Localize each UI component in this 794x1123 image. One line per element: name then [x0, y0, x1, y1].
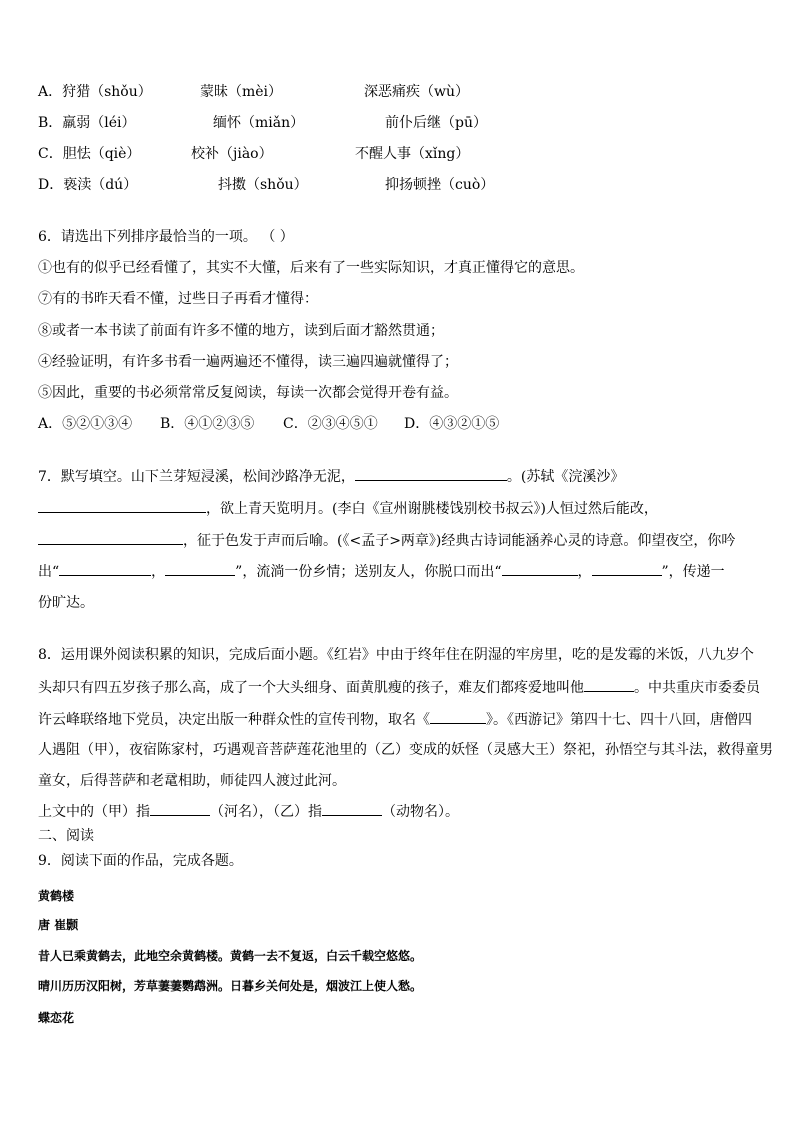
q7-text: ”，传递一	[661, 564, 725, 580]
q7-blank-3[interactable]	[38, 530, 183, 545]
poem-line: 晴川历历汉阳树，芳草萋萋鹦鹉洲。日暮乡关何处是，烟波江上使人愁。	[38, 979, 423, 993]
q8-blank-1[interactable]	[584, 677, 634, 692]
q8-blank-2[interactable]	[430, 709, 486, 724]
q5-option-a-2: 蒙昧（mèi）	[200, 84, 283, 100]
q7-blank-7[interactable]	[592, 561, 662, 576]
q6-item: ⑧或者一本书读了前面有许多不懂的地方，读到后面才豁然贯通；	[38, 323, 444, 339]
q8-blank-3[interactable]	[150, 801, 210, 816]
q8-line-4: 人遇阻（甲），夜宿陈家村，巧遇观音菩萨莲花池里的（乙）变成的妖怪（灵感大王）祭祀，孙悟空与其斗法，救得童男	[38, 742, 773, 758]
q8-line-6	[38, 801, 459, 822]
q6-option-c: C．②③④⑤①	[283, 416, 378, 432]
q5-option-a-1: A．狩猎（shǒu）	[38, 84, 152, 100]
q6-item: ⑤因此，重要的书必须常常反复阅读，每读一次都会觉得开卷有益。	[38, 385, 458, 401]
q5-option-a-3: 深恶痛疾（wù）	[364, 84, 469, 100]
q5-option-c-2: 校补（jiào）	[191, 146, 273, 162]
q8-text: （动物名）。	[382, 804, 459, 820]
poem-line: 昔人已乘黄鹤去，此地空余黄鹤楼。黄鹤一去不复返，白云千载空悠悠。	[38, 949, 423, 963]
q5-option-c-1: C．胆怯（qiè）	[38, 146, 141, 162]
q5-option-b-1: B．羸弱（léi）	[38, 115, 136, 131]
q6-option-a: A．⑤②①③④	[38, 416, 133, 432]
q7-text: 7．默写填空。山下兰芽短浸溪，松间沙路净无泥，	[38, 469, 355, 485]
q8-text: 头却只有四五岁孩子那么高，成了一个大头细身、面黄肌瘦的孩子，难友们都疼爱地叫他	[38, 680, 584, 696]
q7-text: ，	[151, 564, 166, 580]
q7-line-4	[38, 561, 725, 582]
q5-option-d-2: 抖擞（shǒu）	[218, 177, 308, 193]
q8-text: 上文中的（甲）指	[38, 804, 150, 820]
q5-option-b-3: 前仆后继（pū）	[385, 115, 487, 131]
q7-line-2	[38, 498, 658, 519]
q7-text: ”，流淌一份乡情；送别友人，你脱口而出“	[235, 564, 502, 580]
next-poem-title: 蝶恋花	[38, 1011, 75, 1025]
q8-line-3	[38, 709, 752, 730]
q5-option-d-3: 抑扬顿挫（cuò）	[385, 177, 495, 193]
q9-title: 9．阅读下面的作品，完成各题。	[38, 853, 243, 869]
q7-blank-2[interactable]	[38, 498, 206, 513]
q6-title: 6．请选出下列排序最恰当的一项。 （ ）	[38, 229, 294, 245]
q6-item: ④经验证明，有许多书看一遍两遍还不懂得，读三遍四遍就懂得了；	[38, 354, 458, 370]
q8-blank-4[interactable]	[322, 801, 382, 816]
q7-text: ，征于色发于声而后喻。(《<孟子>两章》)经典古诗词能涵养心灵的诗意。仰望夜空，你吟	[183, 533, 736, 549]
poem-title: 黄鹤楼	[38, 889, 75, 903]
q7-blank-4[interactable]	[59, 561, 151, 576]
q8-text: 。中共重庆市委委员	[634, 680, 760, 696]
q7-line-3	[38, 530, 735, 551]
q7-blank-6[interactable]	[502, 561, 578, 576]
q6-item: ⑦有的书昨天看不懂，过些日子再看才懂得：	[38, 291, 318, 307]
q6-option-b: B．④①②③⑤	[160, 416, 255, 432]
q7-line-1	[38, 466, 624, 487]
q6-item: ①也有的似乎已经看懂了，其实不大懂，后来有了一些实际知识，才真正懂得它的意思。	[38, 260, 584, 276]
q7-text: 。(苏轼《浣溪沙》	[506, 469, 625, 485]
q6-option-d: D．④③②①⑤	[404, 416, 500, 432]
q7-text: ，欲上青天览明月。(李白《宣州谢朓楼饯别校书叔云》)人恒过然后能改，	[206, 501, 658, 517]
section-heading: 二、阅读	[38, 828, 94, 844]
q7-text: ，	[577, 564, 592, 580]
q5-option-d-1: D．亵渎（dú）	[38, 177, 138, 193]
q8-line-5: 童女，后得菩萨和老鼋相助，师徒四人渡过此河。	[38, 773, 346, 789]
q7-blank-1[interactable]	[355, 466, 507, 481]
q8-text: 许云峰联络地下党员，决定出版一种群众性的宣传刊物，取名《	[38, 712, 430, 728]
q7-line-5: 份旷达。	[38, 595, 94, 611]
q5-option-b-2: 缅怀（miǎn）	[213, 115, 305, 131]
q5-option-c-3: 不醒人事（xǐng）	[355, 146, 470, 162]
q7-blank-5[interactable]	[165, 561, 235, 576]
q8-text: 》。《西游记》第四十七、四十八回，唐僧四	[486, 712, 752, 728]
q7-text: 出“	[38, 564, 60, 580]
poem-author: 唐 崔颢	[38, 918, 79, 932]
q8-line-2	[38, 677, 760, 698]
q8-text: （河名），（乙）指	[210, 804, 322, 820]
q8-line-1: 8．运用课外阅读积累的知识，完成后面小题。《红岩》中由于终年住在阴湿的牢房里，吃的是发霉的米饭，八九岁个	[38, 647, 754, 663]
